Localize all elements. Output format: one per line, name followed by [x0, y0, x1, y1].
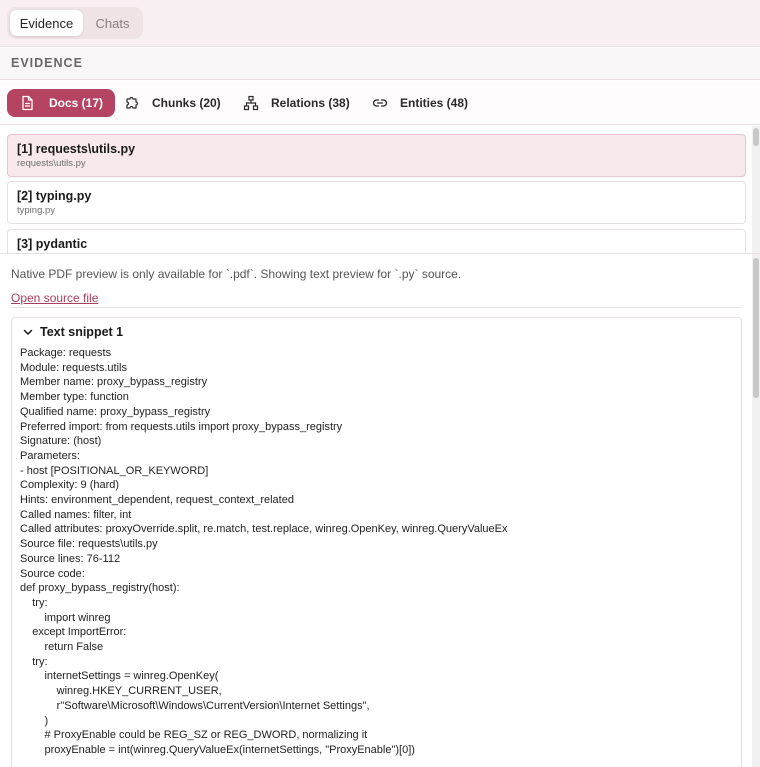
snippet-line: Parameters: — [20, 449, 80, 462]
top-bar — [0, 0, 760, 47]
tab-relations[interactable] — [243, 89, 350, 117]
snippet-line: r"Software\Microsoft\Windows\CurrentVersion\Internet Settings", — [20, 699, 370, 712]
preview-scrollbar[interactable] — [752, 254, 760, 767]
tab-entities[interactable] — [372, 89, 468, 117]
list-item[interactable] — [7, 229, 746, 253]
snippet-text — [20, 346, 733, 758]
tab-chunks-label: Chunks (20) — [152, 96, 221, 110]
open-source-link[interactable]: Open source file — [11, 291, 99, 305]
chats-tab-button[interactable]: Chats — [95, 15, 130, 31]
snippet-line: proxyEnable = int(winreg.QueryValueEx(internetSettings, "ProxyEnable")[0]) — [20, 743, 415, 756]
snippet-title: Text snippet 1 — [40, 325, 124, 339]
snippet-line: try: — [20, 655, 48, 668]
doc-title: [3] pydantic — [17, 237, 88, 251]
snippet-header[interactable] — [22, 325, 123, 339]
snippet-line: try: — [20, 596, 48, 609]
snippet-line: Signature: (host) — [20, 435, 102, 448]
document-icon — [19, 95, 35, 111]
source-preview — [0, 253, 760, 767]
snippet-line: Hints: environment_dependent, request_context_related — [20, 494, 294, 507]
puzzle-icon — [124, 95, 140, 111]
snippet-line: Package: requests — [20, 347, 112, 359]
snippet-line: winreg.HKEY_CURRENT_USER, — [20, 685, 222, 698]
snippet-line: Source file: requests\utils.py — [20, 538, 158, 551]
snippet-line: Complexity: 9 (hard) — [20, 479, 120, 492]
divider — [11, 307, 741, 308]
doc-list-scrollbar[interactable] — [752, 126, 760, 253]
snippet-line: return False — [20, 641, 104, 654]
preview-scroll-thumb[interactable] — [753, 258, 759, 398]
evidence-tabs — [0, 81, 760, 125]
hierarchy-icon — [243, 95, 259, 111]
snippet-line: Source lines: 76-112 — [20, 552, 121, 565]
list-item[interactable] — [7, 181, 746, 224]
view-switcher — [7, 7, 143, 39]
text-snippet-panel — [11, 317, 742, 767]
snippet-line: def proxy_bypass_registry(host): — [20, 582, 180, 595]
doc-title: [1] requests\utils.py — [17, 142, 136, 156]
snippet-line: ) — [20, 714, 49, 727]
tab-relations-label: Relations (38) — [271, 96, 350, 110]
tab-entities-label: Entities (48) — [400, 96, 469, 110]
doc-path: typing.py — [17, 205, 56, 216]
doc-list-scroll-thumb[interactable] — [753, 128, 759, 146]
snippet-line: import winreg — [20, 611, 111, 624]
snippet-line: Module: requests.utils — [20, 361, 127, 374]
section-title: EVIDENCE — [0, 48, 760, 80]
preview-notice: Native PDF preview is only available for `.pdf`. Showing text preview for `.py` source. — [11, 267, 462, 281]
doc-path: requests\utils.py — [17, 158, 86, 169]
snippet-line: Called names: filter, int — [20, 508, 132, 521]
tab-docs-label: Docs (17) — [49, 96, 104, 110]
snippet-line: Preferred import: from requests.utils import proxy_bypass_registry — [20, 420, 343, 433]
snippet-line: Member type: function — [20, 391, 129, 404]
document-list — [0, 126, 760, 253]
link-icon — [372, 95, 388, 111]
snippet-line: internetSettings = winreg.OpenKey( — [20, 670, 219, 683]
snippet-line: Qualified name: proxy_bypass_registry — [20, 405, 211, 418]
doc-title: [2] typing.py — [17, 189, 92, 203]
list-item[interactable] — [7, 134, 746, 177]
snippet-line: Source code: — [20, 567, 85, 580]
snippet-line: Member name: proxy_bypass_registry — [20, 376, 208, 389]
snippet-line: Called attributes: proxyOverride.split, re.match, test.replace, winreg.OpenKey, winreg.QueryValueEx — [20, 523, 508, 536]
tab-chunks[interactable] — [124, 89, 221, 117]
snippet-line: except ImportError: — [20, 626, 127, 639]
chevron-down-icon — [22, 326, 34, 338]
snippet-line: # ProxyEnable could be REG_SZ or REG_DWORD, normalizing it — [20, 729, 368, 742]
tab-docs[interactable] — [7, 89, 115, 117]
evidence-tab-button[interactable]: Evidence — [10, 10, 83, 36]
snippet-line: - host [POSITIONAL_OR_KEYWORD] — [20, 464, 209, 477]
